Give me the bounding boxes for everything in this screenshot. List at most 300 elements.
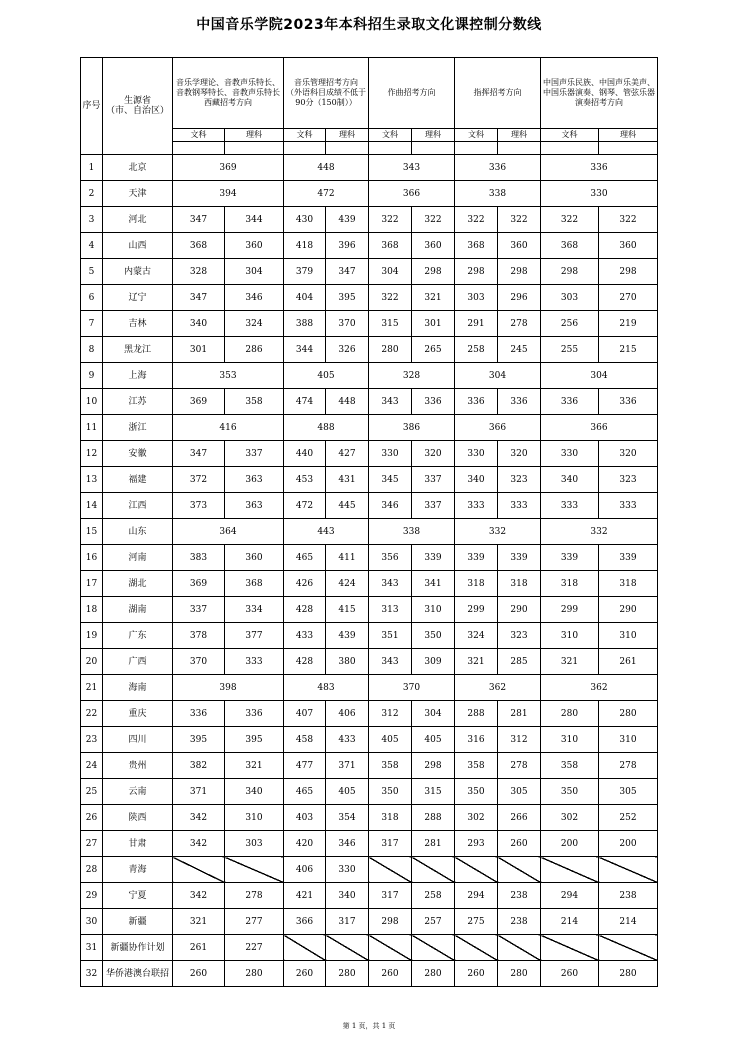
score-wen-cell: 343: [369, 649, 412, 675]
row-number: 22: [81, 701, 103, 727]
not-applicable-cell: [173, 857, 225, 883]
province-cell: 浙江: [103, 415, 173, 441]
province-cell: 黑龙江: [103, 337, 173, 363]
province-cell: 安徽: [103, 441, 173, 467]
score-wen-cell: 342: [173, 883, 225, 909]
score-merged-cell: 332: [455, 519, 541, 545]
score-merged-cell: 369: [173, 155, 284, 181]
province-cell: 甘肃: [103, 831, 173, 857]
score-li-cell: 323: [498, 623, 541, 649]
score-wen-cell: 418: [284, 233, 326, 259]
row-number: 29: [81, 883, 103, 909]
score-li-cell: 215: [599, 337, 658, 363]
header-group-4: 指挥招考方向: [455, 58, 541, 129]
score-merged-cell: 353: [173, 363, 284, 389]
score-li-cell: 346: [225, 285, 284, 311]
row-number: 3: [81, 207, 103, 233]
province-cell: 上海: [103, 363, 173, 389]
score-wen-cell: 369: [173, 389, 225, 415]
score-wen-cell: 324: [455, 623, 498, 649]
score-wen-cell: 255: [541, 337, 599, 363]
score-li-cell: 320: [599, 441, 658, 467]
score-merged-cell: 366: [455, 415, 541, 441]
score-li-cell: 360: [225, 545, 284, 571]
score-wen-cell: 317: [369, 831, 412, 857]
score-li-cell: 310: [599, 623, 658, 649]
row-number: 19: [81, 623, 103, 649]
score-li-cell: 371: [326, 753, 369, 779]
score-li-cell: 288: [412, 805, 455, 831]
score-li-cell: 290: [498, 597, 541, 623]
header-li: 理科: [599, 129, 658, 142]
score-li-cell: 322: [498, 207, 541, 233]
score-table: [80, 57, 658, 987]
score-wen-cell: 465: [284, 545, 326, 571]
score-merged-cell: 483: [284, 675, 369, 701]
score-wen-cell: 260: [369, 961, 412, 987]
table-row: [81, 597, 658, 623]
header-li: 理科: [412, 129, 455, 142]
score-wen-cell: 388: [284, 311, 326, 337]
score-li-cell: 298: [599, 259, 658, 285]
score-merged-cell: 405: [284, 363, 369, 389]
score-li-cell: 260: [498, 831, 541, 857]
header-li: 理科: [225, 129, 284, 142]
header-wen: 文科: [284, 129, 326, 142]
score-wen-cell: 350: [541, 779, 599, 805]
score-merged-cell: 443: [284, 519, 369, 545]
score-li-cell: 370: [326, 311, 369, 337]
score-wen-cell: 368: [173, 233, 225, 259]
score-merged-cell: 416: [173, 415, 284, 441]
score-wen-cell: 421: [284, 883, 326, 909]
score-merged-cell: 330: [541, 181, 658, 207]
not-applicable-cell: [412, 935, 455, 961]
row-number: 32: [81, 961, 103, 987]
page-title: 中国音乐学院2023年本科招生录取文化课控制分数线: [196, 17, 542, 33]
score-wen-cell: 351: [369, 623, 412, 649]
score-wen-cell: 370: [173, 649, 225, 675]
province-cell: 云南: [103, 779, 173, 805]
score-li-cell: 396: [326, 233, 369, 259]
score-li-cell: 405: [412, 727, 455, 753]
score-li-cell: 320: [498, 441, 541, 467]
score-wen-cell: 321: [173, 909, 225, 935]
score-merged-cell: 398: [173, 675, 284, 701]
table-row: [81, 233, 658, 259]
score-wen-cell: 342: [173, 805, 225, 831]
score-wen-cell: 474: [284, 389, 326, 415]
table-row: [81, 363, 658, 389]
score-li-cell: 310: [599, 727, 658, 753]
score-wen-cell: 298: [455, 259, 498, 285]
score-li-cell: 320: [412, 441, 455, 467]
score-wen-cell: 294: [455, 883, 498, 909]
score-wen-cell: 472: [284, 493, 326, 519]
province-cell: 陕西: [103, 805, 173, 831]
score-wen-cell: 330: [369, 441, 412, 467]
score-li-cell: 286: [225, 337, 284, 363]
score-wen-cell: 373: [173, 493, 225, 519]
not-applicable-cell: [326, 935, 369, 961]
score-li-cell: 336: [599, 389, 658, 415]
not-applicable-cell: [498, 857, 541, 883]
score-merged-cell: 366: [541, 415, 658, 441]
score-wen-cell: 477: [284, 753, 326, 779]
score-wen-cell: 260: [284, 961, 326, 987]
score-li-cell: 344: [225, 207, 284, 233]
score-li-cell: 380: [326, 649, 369, 675]
score-li-cell: 411: [326, 545, 369, 571]
score-li-cell: 245: [498, 337, 541, 363]
score-wen-cell: 350: [455, 779, 498, 805]
score-wen-cell: 430: [284, 207, 326, 233]
row-number: 26: [81, 805, 103, 831]
score-wen-cell: 465: [284, 779, 326, 805]
score-li-cell: 304: [412, 701, 455, 727]
row-number: 2: [81, 181, 103, 207]
score-li-cell: 321: [225, 753, 284, 779]
score-li-cell: 296: [498, 285, 541, 311]
header-province: 生源省 （市、自治区）: [103, 58, 173, 155]
score-wen-cell: 256: [541, 311, 599, 337]
score-wen-cell: 317: [369, 883, 412, 909]
header-group-1: 音乐学理论、音教声乐特长、音教钢琴特长、音教声乐特长西藏招考方向: [173, 58, 284, 129]
row-number: 8: [81, 337, 103, 363]
score-wen-cell: 322: [369, 285, 412, 311]
score-wen-cell: 258: [455, 337, 498, 363]
score-wen-cell: 288: [455, 701, 498, 727]
score-wen-cell: 356: [369, 545, 412, 571]
row-number: 5: [81, 259, 103, 285]
score-li-cell: 304: [225, 259, 284, 285]
blank-cell: [455, 142, 498, 155]
score-wen-cell: 275: [455, 909, 498, 935]
score-li-cell: 415: [326, 597, 369, 623]
table-row: [81, 545, 658, 571]
score-wen-cell: 350: [369, 779, 412, 805]
score-wen-cell: 342: [173, 831, 225, 857]
table-row: [81, 337, 658, 363]
score-wen-cell: 260: [455, 961, 498, 987]
score-wen-cell: 328: [173, 259, 225, 285]
table-row: [81, 519, 658, 545]
header-group-5: 中国声乐民族、中国声乐美声、中国乐器演奏、钢琴、管弦乐器演奏招考方向: [541, 58, 658, 129]
province-cell: 贵州: [103, 753, 173, 779]
score-wen-cell: 428: [284, 597, 326, 623]
score-li-cell: 360: [225, 233, 284, 259]
row-number: 12: [81, 441, 103, 467]
score-wen-cell: 428: [284, 649, 326, 675]
score-li-cell: 336: [225, 701, 284, 727]
province-cell: 山西: [103, 233, 173, 259]
table-row: [81, 805, 658, 831]
table-row: [81, 623, 658, 649]
header-group-3: 作曲招考方向: [369, 58, 455, 129]
score-wen-cell: 333: [455, 493, 498, 519]
score-li-cell: 340: [326, 883, 369, 909]
score-li-cell: 318: [498, 571, 541, 597]
score-wen-cell: 302: [541, 805, 599, 831]
row-number: 14: [81, 493, 103, 519]
table-row: [81, 961, 658, 987]
score-wen-cell: 303: [541, 285, 599, 311]
table-row: [81, 415, 658, 441]
score-wen-cell: 322: [455, 207, 498, 233]
score-merged-cell: 364: [173, 519, 284, 545]
score-li-cell: 439: [326, 207, 369, 233]
score-wen-cell: 347: [173, 441, 225, 467]
province-cell: 广东: [103, 623, 173, 649]
score-wen-cell: 304: [369, 259, 412, 285]
score-li-cell: 333: [498, 493, 541, 519]
row-number: 15: [81, 519, 103, 545]
province-cell: 山东: [103, 519, 173, 545]
score-wen-cell: 339: [455, 545, 498, 571]
score-li-cell: 337: [225, 441, 284, 467]
score-wen-cell: 372: [173, 467, 225, 493]
row-number: 30: [81, 909, 103, 935]
score-wen-cell: 343: [369, 571, 412, 597]
score-li-cell: 334: [225, 597, 284, 623]
score-li-cell: 280: [498, 961, 541, 987]
score-merged-cell: 472: [284, 181, 369, 207]
score-wen-cell: 403: [284, 805, 326, 831]
score-li-cell: 298: [412, 259, 455, 285]
score-li-cell: 406: [326, 701, 369, 727]
score-wen-cell: 344: [284, 337, 326, 363]
score-wen-cell: 368: [369, 233, 412, 259]
row-number: 16: [81, 545, 103, 571]
score-wen-cell: 298: [369, 909, 412, 935]
score-li-cell: 298: [412, 753, 455, 779]
header-li: 理科: [326, 129, 369, 142]
province-cell: 河北: [103, 207, 173, 233]
score-li-cell: 238: [599, 883, 658, 909]
score-wen-cell: 379: [284, 259, 326, 285]
score-wen-cell: 291: [455, 311, 498, 337]
province-cell: 内蒙古: [103, 259, 173, 285]
score-wen-cell: 395: [173, 727, 225, 753]
score-li-cell: 301: [412, 311, 455, 337]
header-wen: 文科: [541, 129, 599, 142]
score-li-cell: 333: [599, 493, 658, 519]
score-li-cell: 277: [225, 909, 284, 935]
row-number: 6: [81, 285, 103, 311]
row-number: 4: [81, 233, 103, 259]
score-li-cell: 278: [599, 753, 658, 779]
score-wen-cell: 404: [284, 285, 326, 311]
row-number: 20: [81, 649, 103, 675]
table-row: [81, 493, 658, 519]
score-li-cell: 285: [498, 649, 541, 675]
score-li-cell: 439: [326, 623, 369, 649]
score-li-cell: 350: [412, 623, 455, 649]
table-row: [81, 285, 658, 311]
score-wen-cell: 426: [284, 571, 326, 597]
row-number: 27: [81, 831, 103, 857]
blank-cell: [599, 142, 658, 155]
score-li-cell: 278: [498, 753, 541, 779]
score-li-cell: 280: [599, 701, 658, 727]
province-cell: 吉林: [103, 311, 173, 337]
score-li-cell: 303: [225, 831, 284, 857]
score-wen-cell: 260: [541, 961, 599, 987]
score-li-cell: 322: [599, 207, 658, 233]
row-number: 31: [81, 935, 103, 961]
score-li-cell: 433: [326, 727, 369, 753]
row-number: 13: [81, 467, 103, 493]
score-wen-cell: 358: [369, 753, 412, 779]
province-cell: 华侨港澳台联招: [103, 961, 173, 987]
score-li-cell: 280: [412, 961, 455, 987]
not-applicable-cell: [599, 857, 658, 883]
province-cell: 北京: [103, 155, 173, 181]
score-wen-cell: 440: [284, 441, 326, 467]
blank-cell: [541, 142, 599, 155]
not-applicable-cell: [225, 857, 284, 883]
score-li-cell: 336: [498, 389, 541, 415]
score-wen-cell: 303: [455, 285, 498, 311]
score-li-cell: 305: [599, 779, 658, 805]
score-li-cell: 265: [412, 337, 455, 363]
score-li-cell: 346: [326, 831, 369, 857]
score-li-cell: 219: [599, 311, 658, 337]
score-li-cell: 310: [225, 805, 284, 831]
province-cell: 江西: [103, 493, 173, 519]
score-merged-cell: 336: [541, 155, 658, 181]
row-number: 21: [81, 675, 103, 701]
score-li-cell: 281: [498, 701, 541, 727]
score-wen-cell: 433: [284, 623, 326, 649]
row-number: 17: [81, 571, 103, 597]
score-li-cell: 360: [412, 233, 455, 259]
score-wen-cell: 318: [455, 571, 498, 597]
header-li: 理科: [498, 129, 541, 142]
score-li-cell: 261: [599, 649, 658, 675]
score-li-cell: 405: [326, 779, 369, 805]
score-wen-cell: 337: [173, 597, 225, 623]
score-li-cell: 200: [599, 831, 658, 857]
row-number: 23: [81, 727, 103, 753]
table-row: [81, 857, 658, 883]
blank-cell: [173, 142, 225, 155]
table-row: [81, 753, 658, 779]
score-li-cell: 337: [412, 467, 455, 493]
score-li-cell: 280: [326, 961, 369, 987]
score-li-cell: 290: [599, 597, 658, 623]
blank-cell: [412, 142, 455, 155]
score-li-cell: 339: [599, 545, 658, 571]
score-wen-cell: 340: [455, 467, 498, 493]
score-li-cell: 305: [498, 779, 541, 805]
score-li-cell: 257: [412, 909, 455, 935]
province-cell: 青海: [103, 857, 173, 883]
score-wen-cell: 294: [541, 883, 599, 909]
table-row: [81, 571, 658, 597]
score-li-cell: 336: [412, 389, 455, 415]
not-applicable-cell: [599, 935, 658, 961]
score-wen-cell: 313: [369, 597, 412, 623]
table-row: [81, 467, 658, 493]
score-wen-cell: 301: [173, 337, 225, 363]
score-wen-cell: 368: [455, 233, 498, 259]
table-row: [81, 181, 658, 207]
score-wen-cell: 333: [541, 493, 599, 519]
table-row: [81, 259, 658, 285]
score-wen-cell: 405: [369, 727, 412, 753]
score-li-cell: 368: [225, 571, 284, 597]
row-number: 9: [81, 363, 103, 389]
score-li-cell: 358: [225, 389, 284, 415]
score-li-cell: 330: [326, 857, 369, 883]
score-merged-cell: 336: [455, 155, 541, 181]
score-wen-cell: 302: [455, 805, 498, 831]
province-cell: 福建: [103, 467, 173, 493]
row-number: 7: [81, 311, 103, 337]
score-li-cell: 324: [225, 311, 284, 337]
score-wen-cell: 321: [455, 649, 498, 675]
score-wen-cell: 339: [541, 545, 599, 571]
not-applicable-cell: [369, 935, 412, 961]
score-li-cell: 339: [412, 545, 455, 571]
table-row: [81, 155, 658, 181]
score-wen-cell: 330: [455, 441, 498, 467]
table-row: [81, 389, 658, 415]
score-wen-cell: 330: [541, 441, 599, 467]
score-wen-cell: 336: [455, 389, 498, 415]
province-cell: 天津: [103, 181, 173, 207]
score-li-cell: 360: [498, 233, 541, 259]
table-row: [81, 675, 658, 701]
score-li-cell: 341: [412, 571, 455, 597]
score-li-cell: 377: [225, 623, 284, 649]
province-cell: 湖北: [103, 571, 173, 597]
score-li-cell: 395: [225, 727, 284, 753]
score-li-cell: 309: [412, 649, 455, 675]
province-cell: 河南: [103, 545, 173, 571]
score-li-cell: 448: [326, 389, 369, 415]
table-row: [81, 831, 658, 857]
not-applicable-cell: [541, 935, 599, 961]
score-wen-cell: 343: [369, 389, 412, 415]
score-li-cell: 322: [412, 207, 455, 233]
score-wen-cell: 347: [173, 285, 225, 311]
blank-cell: [284, 142, 326, 155]
score-li-cell: 238: [498, 883, 541, 909]
score-wen-cell: 336: [541, 389, 599, 415]
score-wen-cell: 318: [369, 805, 412, 831]
score-li-cell: 317: [326, 909, 369, 935]
row-number: 24: [81, 753, 103, 779]
score-wen-cell: 378: [173, 623, 225, 649]
header-wen: 文科: [455, 129, 498, 142]
score-wen-cell: 346: [369, 493, 412, 519]
score-merged-cell: 488: [284, 415, 369, 441]
row-number: 18: [81, 597, 103, 623]
score-wen-cell: 315: [369, 311, 412, 337]
score-merged-cell: 362: [455, 675, 541, 701]
score-wen-cell: 371: [173, 779, 225, 805]
score-merged-cell: 386: [369, 415, 455, 441]
score-li-cell: 427: [326, 441, 369, 467]
score-merged-cell: 448: [284, 155, 369, 181]
province-cell: 湖南: [103, 597, 173, 623]
score-li-cell: 280: [225, 961, 284, 987]
score-wen-cell: 336: [173, 701, 225, 727]
score-li-cell: 323: [498, 467, 541, 493]
score-li-cell: 252: [599, 805, 658, 831]
